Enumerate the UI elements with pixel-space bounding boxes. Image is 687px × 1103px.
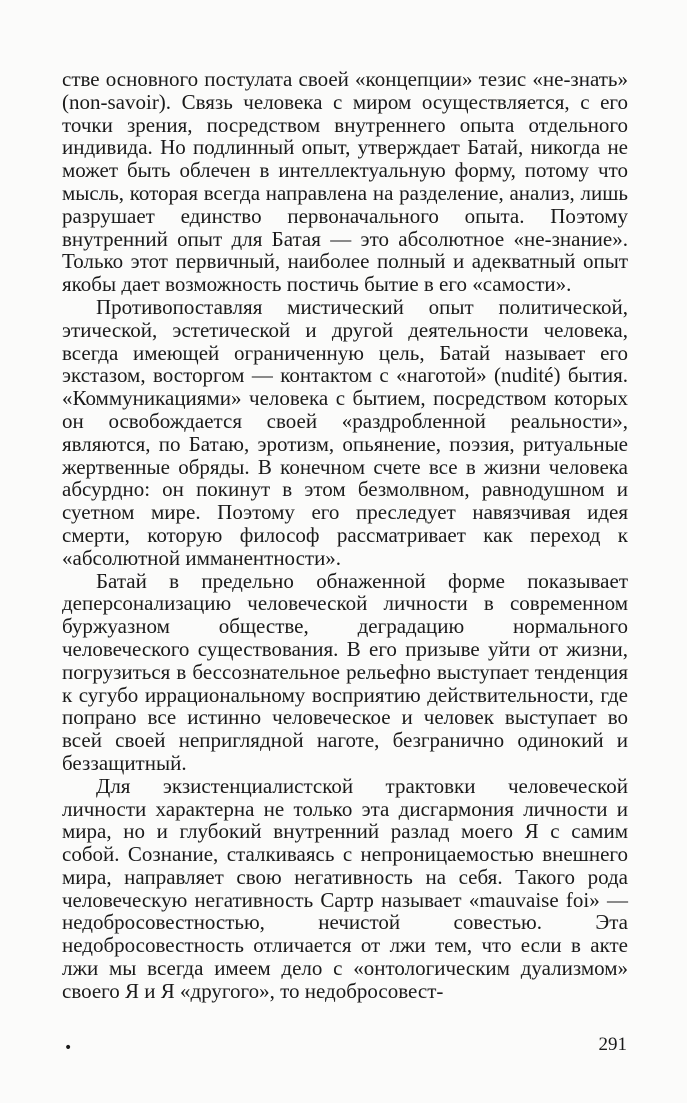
page-number: 291 [598, 1034, 627, 1055]
body-text [62, 68, 628, 1003]
paragraph-3: Батай в предельно обнаженной форме показывает деперсонализацию человеческой личности в современном буржуазном обществе, деградацию нормального человеческого существования. В его призыве уйти от жизни, погрузиться в бессознательное рельефно выступает тенденция к сугубо иррациональному восприятию действительности, где попрано все истинно человеческое и человек выступает во всей своей неприглядной наготе, безгранично одинокий и беззащитный. [62, 568, 628, 775]
paragraph-1: стве основного постулата своей «концепции» тезис «не-знать» (non-savoir). Связь человека с миром осуществляется, с его точки зрения, посредством внутреннего опыта отдельного индивида. Но подлинный опыт, утверждает Батай, никогда не может быть облечен в интеллектуальную форму, потому что мысль, которая всегда направлена на разделение, анализ, лишь разрушает единство первоначального опыта. Поэтому внутренний опыт для Батая — это абсолютное «не-знание». Только этот первичный, наиболее полный и адекватный опыт якобы дает возможность постичь бытие в его «самости». [62, 67, 628, 297]
paragraph-4: Для экзистенциалистской трактовки человеческой личности характерна не только эта дисгармония личности и мира, но и глубокий внутренний разлад моего Я с самим собой. Сознание, сталкиваясь с непроницаемостью внешнего мира, направляет свою негативность на себя. Такого рода человеческую негативность Сартр называет «mauvaise foi» — недобросовестностью, нечистой совестью. Эта недобросовестность отличается от лжи тем, что если в акте лжи мы всегда имеем дело с «онтологическим дуализмом» своего Я и Я «другого», то недобросовест- [62, 773, 628, 1003]
footer-bullet-mark: • [64, 1040, 73, 1056]
paragraph-2: Противопоставляя мистический опыт политической, этической, эстетической и другой деятельности человека, всегда имеющей ограниченную цель, Батай называет его экстазом, восторгом — контактом с «наготой» (nudité) бытия. «Коммуникациями» человека с бытием, посредством которых он освобождается своей «раздробленной реальности», являются, по Батаю, эротизм, опьянение, поэзия, ритуальные жертвенные обряды. В конечном счете все в жизни человека абсурдно: он покинут в этом безмолвном, равнодушном и суетном мире. Поэтому его преследует навязчивая идея смерти, которую философ рассматривает как переход к «абсолютной имманентности». [62, 294, 628, 570]
